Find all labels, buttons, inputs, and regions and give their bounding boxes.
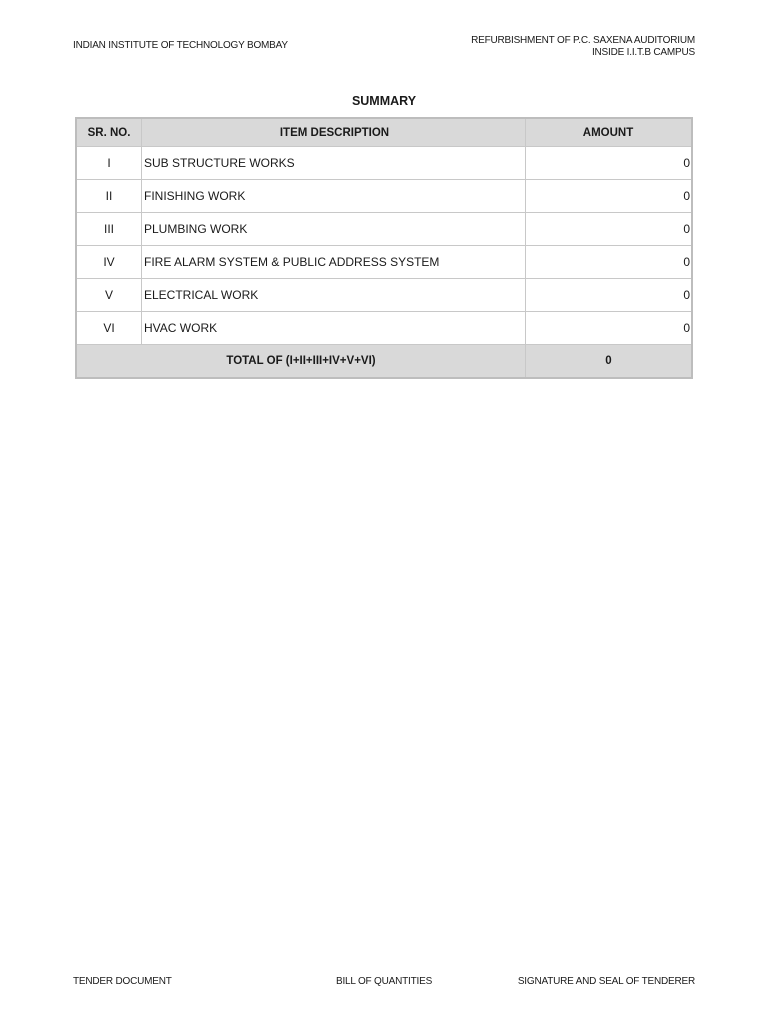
row-amount: 0 (526, 180, 693, 213)
row-amount: 0 (526, 147, 693, 180)
col-header-sr-no: SR. NO. (76, 118, 142, 147)
table-row (76, 213, 692, 246)
row-sr-no: I (76, 147, 142, 180)
row-description: SUB STRUCTURE WORKS (142, 147, 526, 180)
institute-name: INDIAN INSTITUTE OF TECHNOLOGY BOMBAY (73, 40, 288, 51)
row-description: ELECTRICAL WORK (142, 279, 526, 312)
row-description: HVAC WORK (142, 312, 526, 345)
table-row (76, 246, 692, 279)
table-row (76, 180, 692, 213)
footer-signature-seal: SIGNATURE AND SEAL OF TENDERER (517, 976, 695, 987)
total-row (76, 345, 692, 379)
row-sr-no: III (76, 213, 142, 246)
project-title-line1: REFURBISHMENT OF P.C. SAXENA AUDITORIUM (471, 35, 695, 46)
table-row (76, 279, 692, 312)
table-row (76, 312, 692, 345)
total-label: TOTAL OF (I+II+III+IV+V+VI) (76, 345, 526, 379)
row-description: FIRE ALARM SYSTEM & PUBLIC ADDRESS SYSTEM (142, 246, 526, 279)
row-sr-no: II (76, 180, 142, 213)
col-header-description: ITEM DESCRIPTION (142, 118, 526, 147)
col-header-amount: AMOUNT (526, 118, 693, 147)
row-description: PLUMBING WORK (142, 213, 526, 246)
total-amount: 0 (526, 345, 693, 379)
row-sr-no: V (76, 279, 142, 312)
summary-table (75, 117, 693, 379)
row-description: FINISHING WORK (142, 180, 526, 213)
row-amount: 0 (526, 246, 693, 279)
row-amount: 0 (526, 279, 693, 312)
row-sr-no: IV (76, 246, 142, 279)
row-amount: 0 (526, 213, 693, 246)
row-sr-no: VI (76, 312, 142, 345)
table-header-row (76, 118, 692, 147)
footer-tender-document: TENDER DOCUMENT (73, 976, 172, 987)
row-amount: 0 (526, 312, 693, 345)
footer-bill-of-quantities: BILL OF QUANTITIES (336, 976, 433, 987)
table-row (76, 147, 692, 180)
project-title-line2: INSIDE I.I.T.B CAMPUS (591, 47, 695, 58)
page-title: SUMMARY (351, 94, 417, 108)
project-title (471, 35, 695, 59)
